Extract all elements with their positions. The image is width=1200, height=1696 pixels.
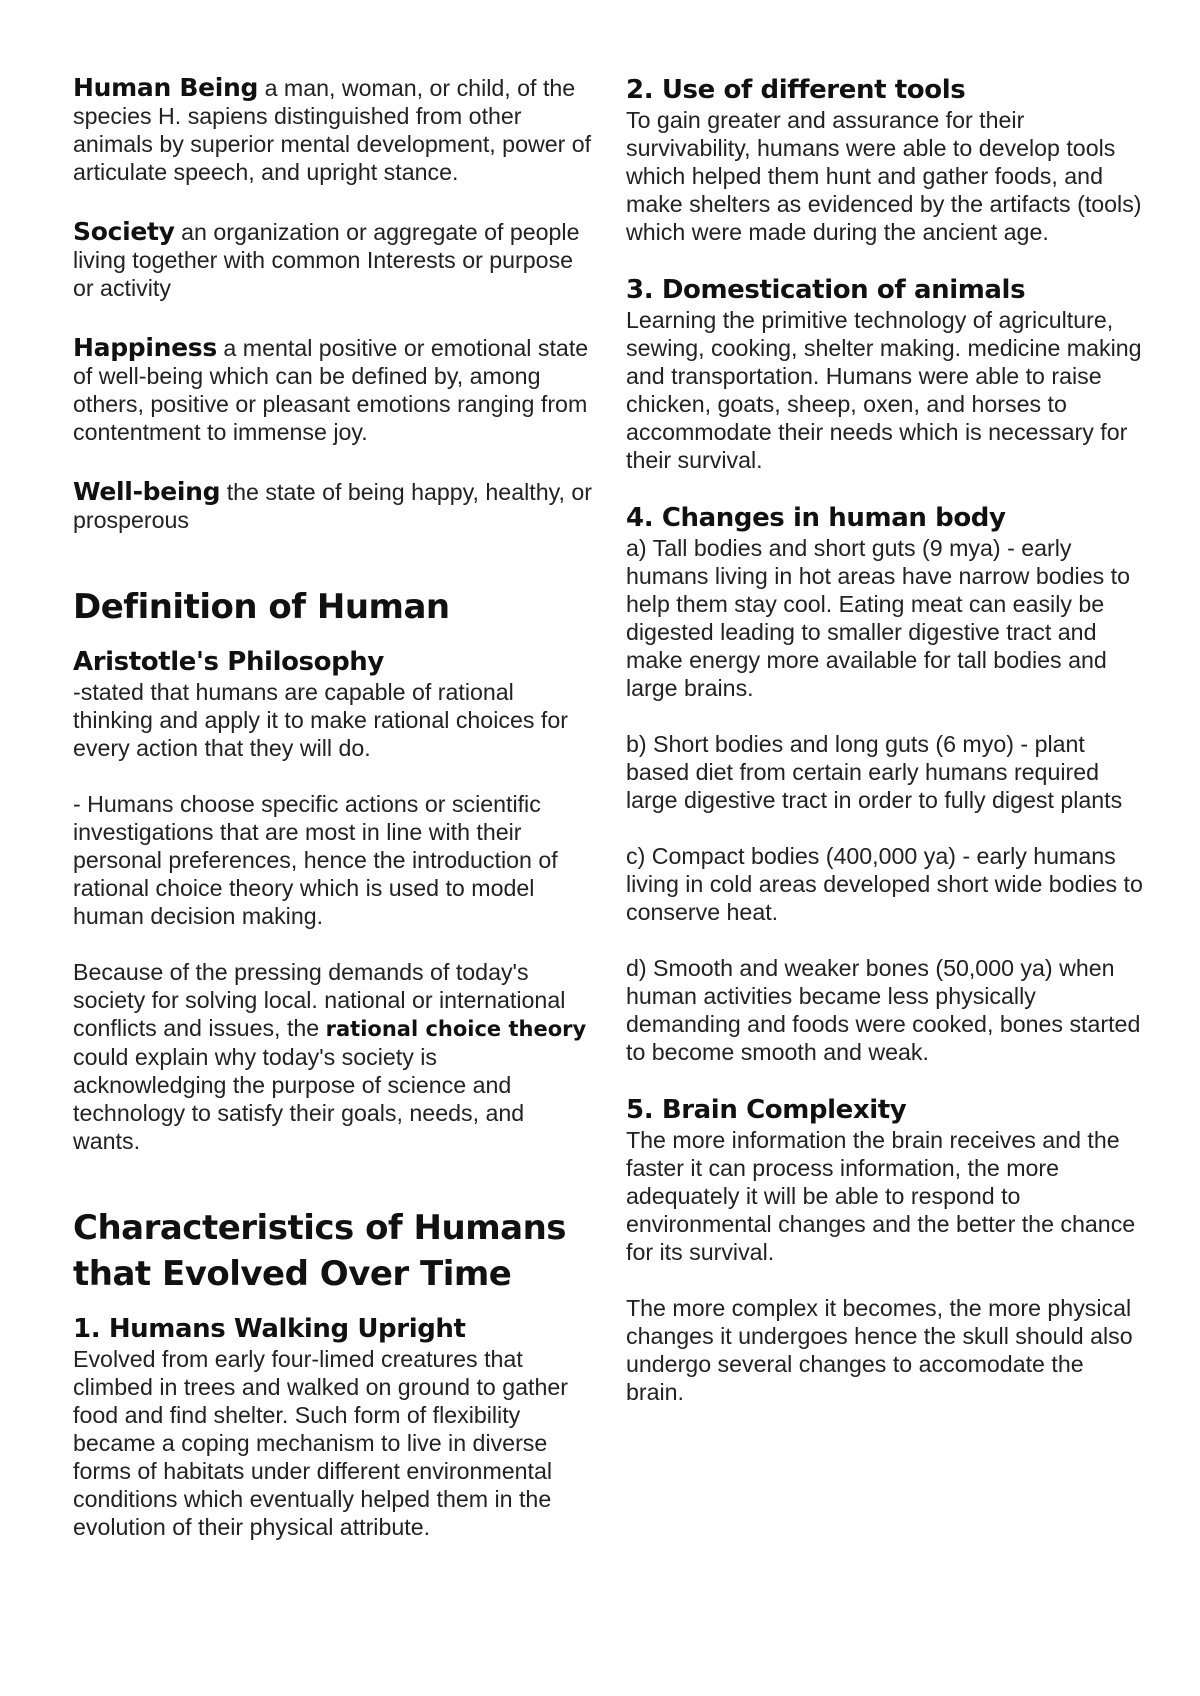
item3-heading: 3. Domestication of animals	[626, 275, 1026, 305]
definition-heading: Definition of Human	[73, 587, 450, 627]
left-column	[73, 74, 593, 1541]
right-column	[626, 74, 1146, 1406]
term-well-being: Well-being	[73, 477, 221, 506]
rational-choice-theory-emphasis: rational choice theory	[325, 1017, 587, 1041]
item4-heading: 4. Changes in human body	[626, 503, 1006, 533]
item4-b: b) Short bodies and long guts (6 myo) - plant based diet from certain early humans required large digestive tract in order to fully digest plants	[626, 731, 1123, 813]
term-happiness: Happiness	[73, 333, 217, 362]
item4-d: d) Smooth and weaker bones (50,000 ya) when human activities became less physically demanding and foods were cooked, bones started to become smooth and weak.	[626, 955, 1141, 1065]
item2-heading: 2. Use of different tools	[626, 75, 966, 105]
aristotle-paragraph-3	[73, 958, 593, 1155]
definition-text: a man, woman, or child, of the species H. sapiens distinguished from other animals by superior mental development, power of articulate speech, and upright stance.	[73, 75, 592, 185]
term-human-being: Human Being	[73, 73, 259, 102]
definition-text: the state of being happy, healthy, or prosperous	[73, 479, 592, 533]
term-society: Society	[73, 217, 175, 246]
item5-paragraph-2: The more complex it becomes, the more physical changes it undergoes hence the skull should also undergo several changes to accomodate the brain.	[626, 1295, 1133, 1405]
paragraph-text: could explain why today's society is acknowledging the purpose of science and technology to satisfy their goals, needs, and wants.	[73, 1044, 525, 1154]
definition-happiness	[73, 334, 593, 446]
definition-well-being	[73, 478, 593, 534]
item5-heading: 5. Brain Complexity	[626, 1095, 907, 1125]
definition-text: a mental positive or emotional state of well-being which can be defined by, among others, positive or pleasant emotions ranging from contentment to immense joy.	[73, 335, 589, 445]
definition-text: an organization or aggregate of people living together with common Interests or purpose or activity	[73, 219, 580, 301]
item2-text: To gain greater and assurance for their survivability, humans were able to develop tools which helped them hunt and gather foods, and make shelters as evidenced by the artifacts (tools) which were made during the ancient age.	[626, 107, 1142, 245]
item4-c: c) Compact bodies (400,000 ya) - early humans living in cold areas developed short wide bodies to conserve heat.	[626, 843, 1143, 925]
aristotle-paragraph-1: -stated that humans are capable of rational thinking and apply it to make rational choices for every action that they will do.	[73, 679, 568, 761]
paragraph-text: Because of the pressing demands of today's society for solving local. national or international conflicts and issues, the	[73, 959, 566, 1041]
aristotle-heading: Aristotle's Philosophy	[73, 647, 384, 677]
item5-paragraph-1: The more information the brain receives and the faster it can process information, the more adequately it will be able to respond to environmental changes and the better the chance for its survival.	[626, 1127, 1136, 1265]
definition-society	[73, 218, 593, 302]
item4-a: a) Tall bodies and short guts (9 mya) - early humans living in hot areas have narrow bodies to help them stay cool. Eating meat can easily be digested leading to smaller digestive tract and make energy more available for tall bodies and large brains.	[626, 535, 1130, 701]
item1-text: Evolved from early four-limed creatures that climbed in trees and walked on ground to gather food and find shelter. Such form of flexibility became a coping mechanism to live in diverse forms of habitats under different environmental conditions which eventually helped them in the evolution of their physical attribute.	[73, 1346, 568, 1540]
characteristics-heading: Characteristics of Humans that Evolved Over Time	[73, 1208, 567, 1294]
aristotle-paragraph-2: - Humans choose specific actions or scientific investigations that are most in line with their personal preferences, hence the introduction of rational choice theory which is used to model human decision making.	[73, 791, 558, 929]
item3-text: Learning the primitive technology of agriculture, sewing, cooking, shelter making. medicine making and transportation. Humans were able to raise chicken, goats, sheep, oxen, and horses to accommodate their needs which is necessary for their survival.	[626, 307, 1142, 473]
item1-heading: 1. Humans Walking Upright	[73, 1314, 466, 1344]
definition-human-being	[73, 74, 593, 186]
